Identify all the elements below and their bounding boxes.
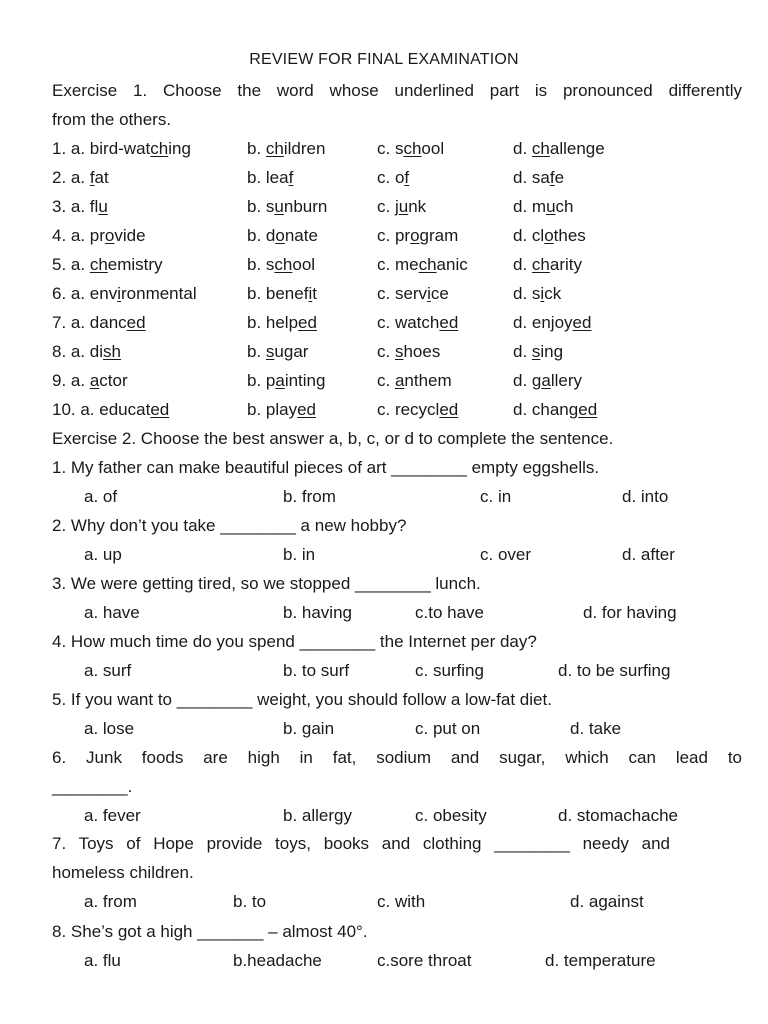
word-option bbox=[377, 312, 458, 334]
word-prefix: b. benef bbox=[247, 284, 309, 303]
question-text: 8. She’s got a high _______ – almost 40°. bbox=[52, 922, 368, 941]
answer-option: a. up bbox=[84, 545, 122, 564]
underlined-part: o bbox=[410, 226, 420, 245]
word-prefix: b. help bbox=[247, 313, 299, 332]
word-option bbox=[52, 370, 128, 392]
word-option bbox=[513, 138, 605, 160]
answer-option: c. surfing bbox=[415, 661, 484, 680]
word-prefix: 1. a. bird-wat bbox=[52, 139, 151, 158]
word-prefix: d. bbox=[513, 139, 532, 158]
word-option bbox=[52, 225, 146, 247]
word-suffix: ing bbox=[540, 342, 564, 361]
answer-option: b. from bbox=[283, 487, 336, 506]
underlined-part: f bbox=[89, 168, 95, 187]
underlined-part: ch bbox=[531, 139, 550, 158]
question-text: 7. Toys of Hope provide toys, books and clothing ________ needy and bbox=[52, 834, 670, 853]
question-text: 6. Junk foods are high in fat, sodium and sugar, which can lead to bbox=[52, 748, 742, 767]
answer-option: d. for having bbox=[583, 603, 677, 622]
exercise1-row bbox=[0, 370, 768, 392]
exercise1-row bbox=[0, 283, 768, 305]
answer-options bbox=[0, 950, 768, 972]
exercise1-heading-line2: from the others. bbox=[52, 110, 172, 129]
word-prefix: 8. a. di bbox=[52, 342, 104, 361]
word-suffix: emistry bbox=[107, 255, 163, 274]
word-suffix: ronmental bbox=[121, 284, 197, 303]
question-text: 5. If you want to ________ weight, you should follow a low-fat diet. bbox=[52, 690, 552, 709]
word-prefix: c. recycl bbox=[377, 400, 440, 419]
answer-option: a. have bbox=[84, 603, 140, 622]
word-suffix: at bbox=[94, 168, 109, 187]
word-prefix: 10. a. educat bbox=[52, 400, 151, 419]
word-suffix: hoes bbox=[403, 342, 441, 361]
answer-option: c.to have bbox=[415, 603, 484, 622]
word-option bbox=[377, 138, 444, 160]
word-option bbox=[247, 167, 293, 189]
word-option bbox=[513, 225, 586, 247]
word-prefix: 7. a. danc bbox=[52, 313, 127, 332]
word-prefix: c. me bbox=[377, 255, 419, 274]
word-suffix: nthem bbox=[404, 371, 452, 390]
underlined-part: ed bbox=[439, 400, 459, 419]
word-option bbox=[52, 341, 121, 363]
word-option bbox=[513, 283, 561, 305]
underlined-part: i bbox=[117, 284, 121, 303]
answer-option: d. to be surfing bbox=[558, 661, 671, 680]
answer-option: a. from bbox=[84, 892, 137, 911]
word-prefix: b. bbox=[247, 342, 266, 361]
underlined-part: a bbox=[541, 371, 551, 390]
word-prefix: d. sa bbox=[513, 168, 550, 187]
word-suffix: allenge bbox=[549, 139, 605, 158]
answer-option: b. in bbox=[283, 545, 316, 564]
word-prefix: d. cl bbox=[513, 226, 545, 245]
answer-option: c. in bbox=[480, 487, 512, 506]
word-prefix: c. s bbox=[377, 139, 404, 158]
word-option bbox=[247, 254, 315, 276]
exercise2-heading: Exercise 2. Choose the best answer a, b, c, or d to complete the sentence. bbox=[52, 429, 614, 448]
word-prefix: d. g bbox=[513, 371, 542, 390]
word-prefix: c. pr bbox=[377, 226, 411, 245]
answer-option: c. obesity bbox=[415, 806, 487, 825]
word-prefix: b. p bbox=[247, 371, 276, 390]
word-option bbox=[247, 283, 317, 305]
underlined-part: i bbox=[308, 284, 313, 303]
underlined-part: ed bbox=[298, 313, 317, 332]
word-option bbox=[247, 196, 327, 218]
word-option bbox=[377, 399, 458, 421]
word-suffix: e bbox=[554, 168, 565, 187]
underlined-part: u bbox=[398, 197, 409, 216]
answer-option: b.headache bbox=[233, 951, 322, 970]
word-suffix: t bbox=[312, 284, 317, 303]
underlined-part: o bbox=[544, 226, 554, 245]
question-text-continued: ________. bbox=[52, 777, 133, 796]
answer-option: a. flu bbox=[84, 951, 121, 970]
word-prefix: b. bbox=[247, 139, 266, 158]
answer-option: b. to bbox=[233, 892, 267, 911]
page-title: REVIEW FOR FINAL EXAMINATION bbox=[249, 51, 519, 68]
word-option bbox=[52, 167, 109, 189]
word-prefix: d. bbox=[513, 342, 532, 361]
word-suffix: ce bbox=[430, 284, 449, 303]
word-option bbox=[377, 254, 468, 276]
word-suffix: nburn bbox=[283, 197, 328, 216]
word-suffix: ool bbox=[292, 255, 316, 274]
word-suffix: inting bbox=[284, 371, 326, 390]
word-suffix: gram bbox=[419, 226, 459, 245]
answer-option: c. over bbox=[480, 545, 532, 564]
word-prefix: 2. a. bbox=[52, 168, 90, 187]
underlined-part: u bbox=[98, 197, 108, 216]
underlined-part: ed bbox=[297, 400, 317, 419]
word-option bbox=[247, 138, 325, 160]
underlined-part: i bbox=[427, 284, 431, 303]
word-option bbox=[513, 341, 563, 363]
word-prefix: 4. a. pr bbox=[52, 226, 105, 245]
answer-option: b. having bbox=[283, 603, 352, 622]
exercise1-row bbox=[0, 399, 768, 421]
underlined-part: s bbox=[394, 342, 404, 361]
underlined-part: f bbox=[404, 168, 410, 187]
answer-option: b. allergy bbox=[283, 806, 352, 825]
underlined-part: o bbox=[275, 226, 285, 245]
underlined-part: ch bbox=[418, 255, 437, 274]
answer-option: d. after bbox=[622, 545, 675, 564]
underlined-part: ch bbox=[265, 139, 284, 158]
word-suffix: ool bbox=[421, 139, 445, 158]
underlined-part: u bbox=[274, 197, 284, 216]
word-suffix: ugar bbox=[274, 342, 309, 361]
underlined-part: ed bbox=[150, 400, 170, 419]
exercise1-row bbox=[0, 196, 768, 218]
word-prefix: 6. a. env bbox=[52, 284, 118, 303]
word-suffix: ctor bbox=[99, 371, 128, 390]
word-prefix: 3. a. fl bbox=[52, 197, 99, 216]
answer-option: a. lose bbox=[84, 719, 135, 738]
word-prefix: b. s bbox=[247, 197, 275, 216]
underlined-part: ed bbox=[439, 313, 459, 332]
word-prefix: 9. a. bbox=[52, 371, 90, 390]
word-option bbox=[52, 196, 108, 218]
answer-option: c. put on bbox=[415, 719, 481, 738]
word-prefix: b. play bbox=[247, 400, 298, 419]
exercise1-row bbox=[0, 312, 768, 334]
word-suffix: llery bbox=[550, 371, 582, 390]
word-option bbox=[52, 254, 163, 276]
underlined-part: ch bbox=[531, 255, 550, 274]
word-option bbox=[377, 283, 449, 305]
answer-option: a. of bbox=[84, 487, 118, 506]
exercise1-heading-line1: Exercise 1. Choose the word whose underlined part is pronounced differently bbox=[52, 81, 742, 100]
question-text: 1. My father can make beautiful pieces of art ________ empty eggshells. bbox=[52, 458, 600, 477]
word-option bbox=[377, 225, 458, 247]
word-suffix: nate bbox=[284, 226, 318, 245]
word-prefix: c. bbox=[377, 342, 395, 361]
word-prefix: b. lea bbox=[247, 168, 289, 187]
answer-option: d. temperature bbox=[545, 951, 656, 970]
word-prefix: d. enjoy bbox=[513, 313, 573, 332]
underlined-part: ch bbox=[403, 139, 422, 158]
word-option bbox=[377, 341, 440, 363]
underlined-part: sh bbox=[103, 342, 122, 361]
answer-option: c. with bbox=[377, 892, 426, 911]
word-option bbox=[247, 399, 316, 421]
word-prefix: c. j bbox=[377, 197, 399, 216]
underlined-part: ed bbox=[572, 313, 592, 332]
word-option bbox=[377, 370, 452, 392]
word-option bbox=[513, 196, 574, 218]
word-prefix: b. d bbox=[247, 226, 276, 245]
answer-option: b. gain bbox=[283, 719, 335, 738]
underlined-part: u bbox=[546, 197, 556, 216]
word-prefix: c. serv bbox=[377, 284, 428, 303]
word-option bbox=[52, 138, 191, 160]
answer-option: b. to surf bbox=[283, 661, 350, 680]
word-option bbox=[513, 312, 591, 334]
answer-option: d. into bbox=[622, 487, 669, 506]
question-text-continued: homeless children. bbox=[52, 863, 194, 882]
answer-option: d. stomachache bbox=[558, 806, 679, 825]
word-option bbox=[377, 196, 426, 218]
word-suffix: thes bbox=[553, 226, 586, 245]
word-prefix: d. s bbox=[513, 284, 541, 303]
word-prefix: b. s bbox=[247, 255, 275, 274]
word-option bbox=[513, 254, 582, 276]
answer-options bbox=[0, 891, 768, 913]
word-prefix: c. o bbox=[377, 168, 405, 187]
word-prefix: d. m bbox=[513, 197, 547, 216]
word-suffix: anic bbox=[436, 255, 468, 274]
word-suffix: ing bbox=[168, 139, 191, 158]
underlined-part: ch bbox=[150, 139, 169, 158]
word-option bbox=[247, 225, 318, 247]
underlined-part: ch bbox=[89, 255, 108, 274]
answer-options bbox=[0, 718, 768, 740]
question-text: 3. We were getting tired, so we stopped ________ lunch. bbox=[52, 574, 481, 593]
exercise1-row bbox=[0, 225, 768, 247]
word-option bbox=[247, 370, 325, 392]
answer-option: d. take bbox=[570, 719, 622, 738]
answer-options bbox=[0, 486, 768, 508]
word-suffix: nk bbox=[408, 197, 427, 216]
underlined-part: i bbox=[540, 284, 545, 303]
answer-options bbox=[0, 660, 768, 682]
word-option bbox=[513, 167, 564, 189]
word-option bbox=[513, 399, 597, 421]
answer-option: c.sore throat bbox=[377, 951, 472, 970]
exercise1-row bbox=[0, 254, 768, 276]
word-suffix: vide bbox=[114, 226, 146, 245]
underlined-part: ch bbox=[274, 255, 293, 274]
underlined-part: o bbox=[104, 226, 115, 245]
underlined-part: a bbox=[89, 371, 100, 390]
word-option bbox=[513, 370, 582, 392]
word-prefix: d. chang bbox=[513, 400, 579, 419]
answer-options bbox=[0, 602, 768, 624]
underlined-part: a bbox=[275, 371, 285, 390]
word-suffix: ch bbox=[555, 197, 574, 216]
question-text: 2. Why don’t you take ________ a new hobby? bbox=[52, 516, 407, 535]
word-option bbox=[247, 312, 317, 334]
answer-option: a. fever bbox=[84, 806, 141, 825]
answer-option: a. surf bbox=[84, 661, 132, 680]
underlined-part: ed bbox=[578, 400, 598, 419]
underlined-part: s bbox=[531, 342, 541, 361]
word-prefix: c. watch bbox=[377, 313, 440, 332]
word-prefix: 5. a. bbox=[52, 255, 90, 274]
word-suffix: ck bbox=[544, 284, 562, 303]
underlined-part: a bbox=[394, 371, 405, 390]
question-text: 4. How much time do you spend ________ the Internet per day? bbox=[52, 632, 537, 651]
word-option bbox=[377, 167, 409, 189]
word-option bbox=[52, 399, 169, 421]
answer-options bbox=[0, 805, 768, 827]
exercise1-row bbox=[0, 341, 768, 363]
underlined-part: ed bbox=[126, 313, 146, 332]
word-option bbox=[52, 283, 197, 305]
word-option bbox=[247, 341, 308, 363]
exercise1-row bbox=[0, 138, 768, 160]
exercise1-row bbox=[0, 167, 768, 189]
underlined-part: f bbox=[288, 168, 294, 187]
underlined-part: s bbox=[265, 342, 275, 361]
answer-options bbox=[0, 544, 768, 566]
word-suffix: ildren bbox=[283, 139, 326, 158]
word-prefix: c. bbox=[377, 371, 395, 390]
underlined-part: f bbox=[549, 168, 555, 187]
word-option bbox=[52, 312, 146, 334]
answer-option: d. against bbox=[570, 892, 644, 911]
word-suffix: arity bbox=[549, 255, 582, 274]
word-prefix: d. bbox=[513, 255, 532, 274]
